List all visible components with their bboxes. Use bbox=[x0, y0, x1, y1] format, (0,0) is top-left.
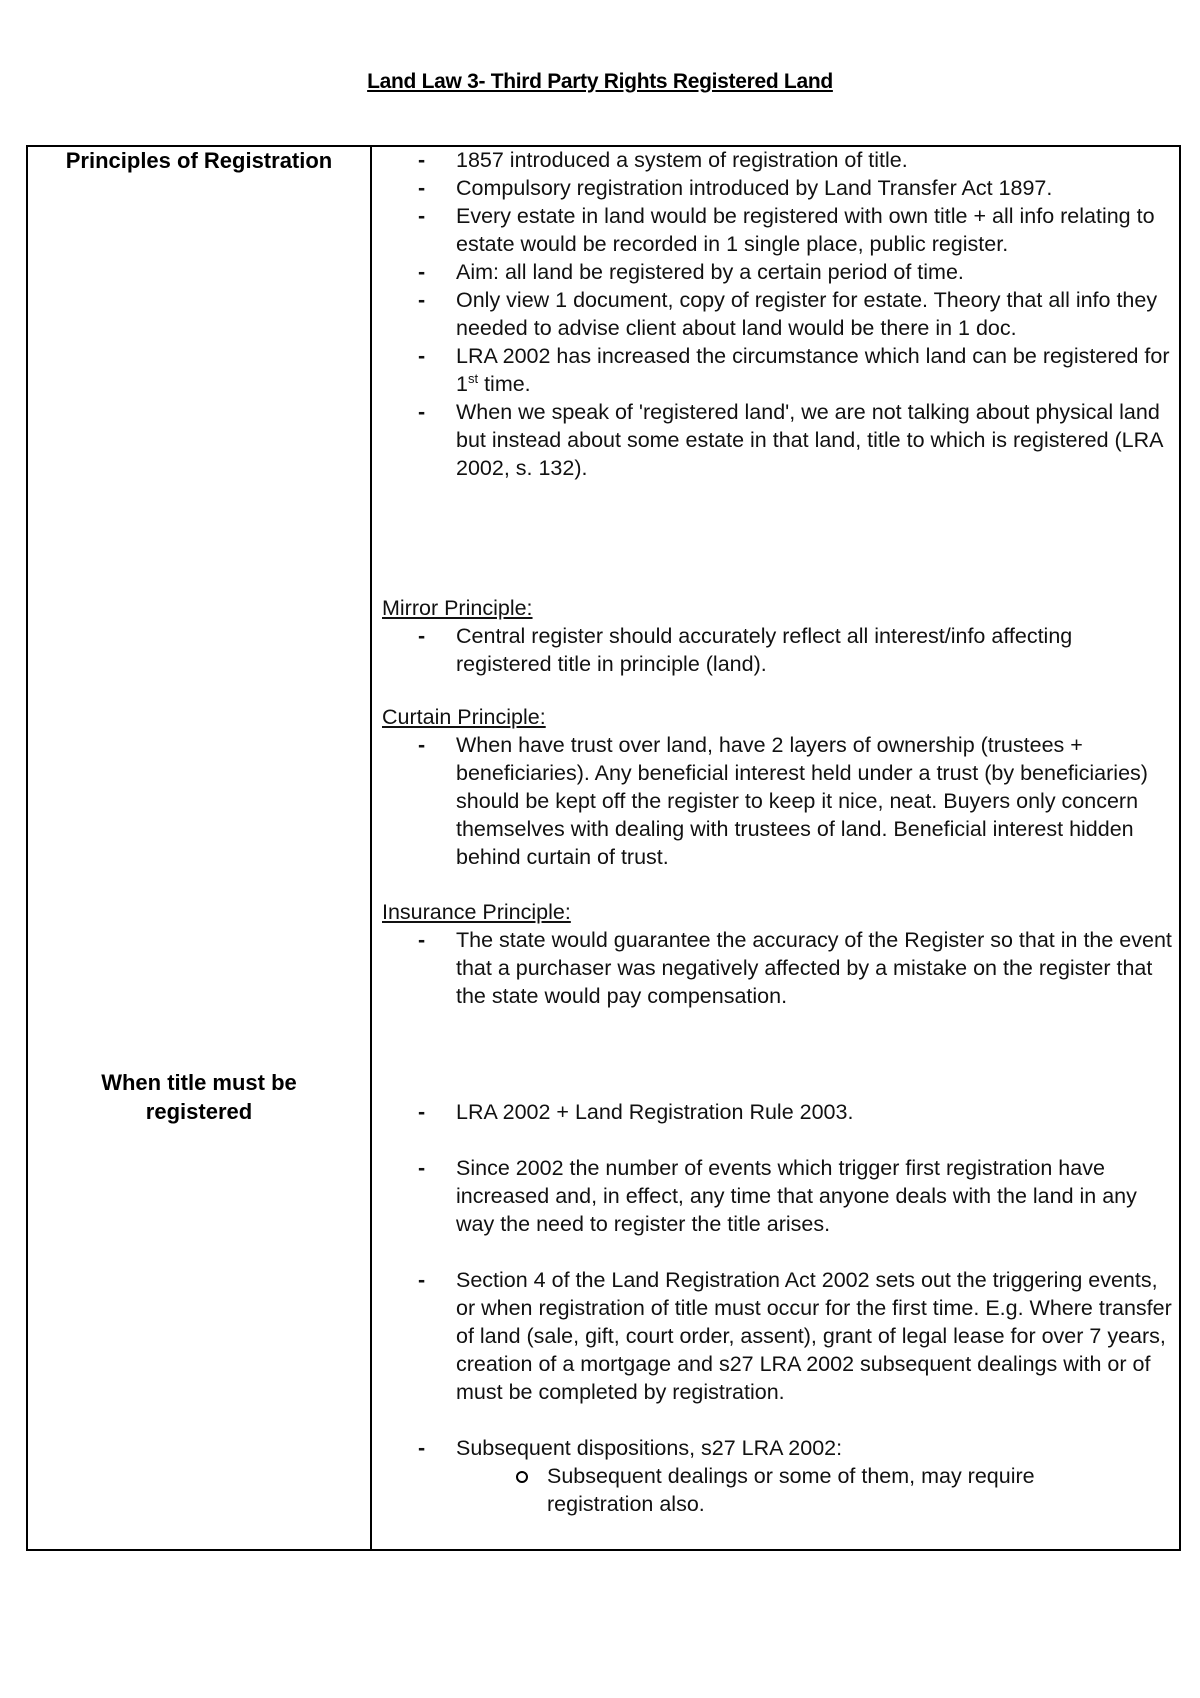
list-item: - When have trust over land, have 2 layers of ownership (trustees + beneficiaries). Any beneficial interest held under a trust (by beneficiaries) should be kept off the register to keep it nice, neat. Buyers only concern themselves with dealing with trustees of land. Beneficial interest hidden behind curtain of trust. bbox=[382, 731, 1172, 871]
list-item: - The state would guarantee the accuracy of the Register so that in the event that a purchaser was negatively affected by a mistake on the register that the state would pay compensation. bbox=[382, 926, 1172, 1010]
list-item: - Only view 1 document, copy of register for estate. Theory that all info they needed to advise client about land would be there in 1 doc. bbox=[382, 286, 1172, 342]
list-item: - Every estate in land would be registered with own title + all info relating to estate would be recorded in 1 single place, public register. bbox=[382, 202, 1172, 258]
list-item: - Subsequent dispositions, s27 LRA 2002: bbox=[382, 1434, 1172, 1462]
column-divider bbox=[370, 145, 372, 1551]
mirror-principle bbox=[382, 594, 1172, 678]
registration-bullet-list bbox=[382, 1098, 1172, 1462]
list-item: - When we speak of 'registered land', we are not talking about physical land but instead about some estate in that land, title to which is registered (LRA 2002, s. 132). bbox=[382, 398, 1172, 482]
list-item: - Central register should accurately reflect all interest/info affecting registered title in principle (land). bbox=[382, 622, 1172, 678]
list-item: - LRA 2002 + Land Registration Rule 2003. bbox=[382, 1098, 1172, 1126]
list-item: - Section 4 of the Land Registration Act 2002 sets out the triggering events, or when registration of title must occur for the first time. E.g. Where transfer of land (sale, gift, court order, assent), grant of legal lease for over 7 years, creation of a mortgage and s27 LRA 2002 subsequent dealings with or of must be completed by registration. bbox=[382, 1266, 1172, 1406]
lra-text-end: time. bbox=[478, 372, 531, 396]
row-label-principles: Principles of Registration bbox=[65, 148, 333, 173]
list-item: - Since 2002 the number of events which trigger first registration have increased and, in effect, any time that anyone deals with the land in any way the need to register the title arises. bbox=[382, 1154, 1172, 1238]
document-title: Land Law 3- Third Party Rights Registered Land bbox=[367, 70, 833, 93]
list-item bbox=[382, 342, 1172, 398]
insurance-principle bbox=[382, 898, 1172, 1010]
list-item: - 1857 introduced a system of registration of title. bbox=[382, 146, 1172, 174]
curtain-principle bbox=[382, 703, 1172, 871]
list-item: - Compulsory registration introduced by Land Transfer Act 1897. bbox=[382, 174, 1172, 202]
when-registered-content bbox=[382, 1098, 1172, 1518]
principle-heading: Insurance Principle: bbox=[382, 900, 571, 924]
principles-bullet-list bbox=[382, 146, 1172, 482]
list-item: - Aim: all land be registered by a certain period of time. bbox=[382, 258, 1172, 286]
ordinal-superscript: st bbox=[467, 370, 479, 386]
principle-heading: Curtain Principle: bbox=[382, 705, 546, 729]
principles-content bbox=[382, 146, 1172, 482]
sub-list-item: Subsequent dealings or some of them, may require registration also. bbox=[382, 1462, 1172, 1518]
lra-text: LRA 2002 has increased the circumstance which land can be registered for 1 bbox=[456, 344, 1170, 396]
principle-heading: Mirror Principle: bbox=[382, 596, 533, 620]
row-label-when-registered: When title must be registered bbox=[101, 1070, 297, 1124]
sub-bullet-list bbox=[382, 1462, 1172, 1518]
